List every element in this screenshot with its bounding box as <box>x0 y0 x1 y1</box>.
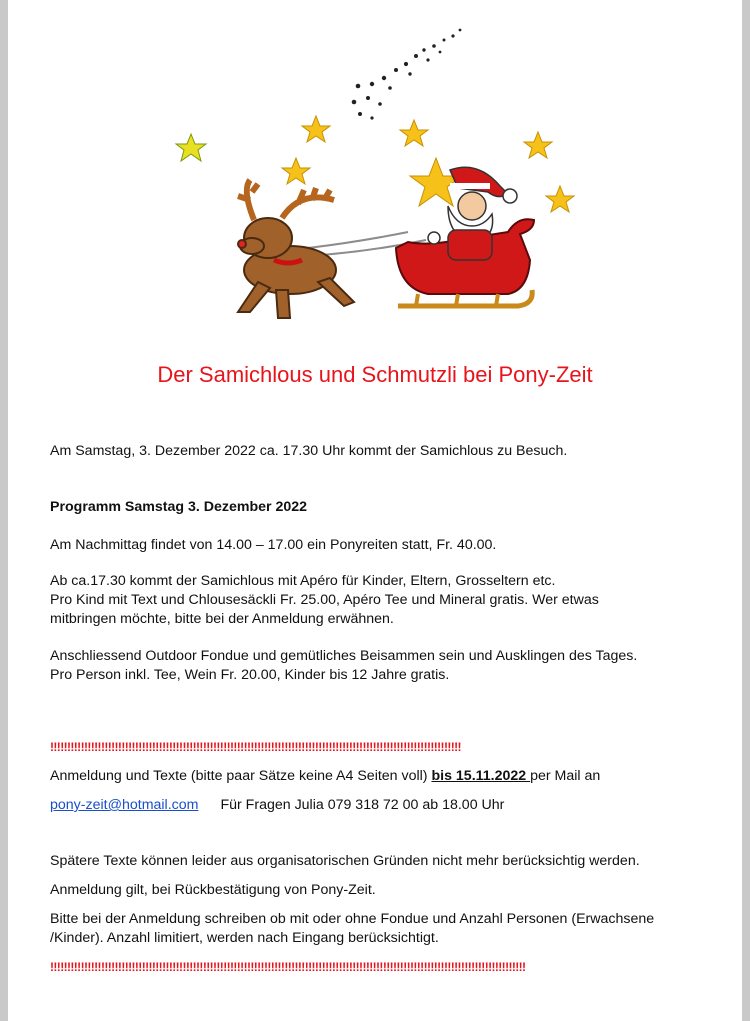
questions-text: Für Fragen Julia 079 318 72 00 ab 18.00 Uhr <box>220 797 505 813</box>
registration-text <box>50 767 700 786</box>
program-heading: Programm Samstag 3. Dezember 2022 <box>50 499 308 515</box>
late-texts-notice: Spätere Texte können leider aus organisatorischen Gründen nicht mehr berücksichtig werden. <box>50 853 640 869</box>
afternoon-text: Am Nachmittag findet von 14.00 – 17.00 ein Ponyreiten statt, Fr. 40.00. <box>50 537 497 553</box>
intro-text: Am Samstag, 3. Dezember 2022 ca. 17.30 Uhr kommt der Samichlous zu Besuch. <box>50 443 568 459</box>
registration-after: per Mail an <box>530 768 601 784</box>
evening-line-3: mitbringen möchte, bitte bei der Anmeldung erwähnen. <box>50 611 394 627</box>
email-link[interactable]: pony-zeit@hotmail.com <box>50 797 199 813</box>
registration-deadline: bis 15.11.2022 <box>431 768 531 784</box>
evening-line-2: Pro Kind mit Text und Chlousesäckli Fr. 25.00, Apéro Tee und Mineral gratis. Wer etwas <box>50 592 599 608</box>
fondue-line-1: Anschliessend Outdoor Fondue und gemütliches Beisammen sein und Ausklingen des Tages. <box>50 648 638 664</box>
exclamation-divider-1: !!!!!!!!!!!!!!!!!!!!!!!!!!!!!!!!!!!!!!!!!!!!!!!!!!!!!!!!!!!!!!!!!!!!!!!!!!!!!!!!!!!!!!!!!!!!!!!!!!!!!!!!!!!!!!!!!!!!!!!!! <box>50 740 461 754</box>
instructions-line-2: /Kinder). Anzahl limitiert, werden nach Eingang berücksichtigt. <box>50 930 439 946</box>
confirmation-text: Anmeldung gilt, bei Rückbestätigung von Pony-Zeit. <box>50 882 376 898</box>
registration-before: Anmeldung und Texte (bitte paar Sätze keine A4 Seiten voll) <box>50 768 432 784</box>
instructions-line-1: Bitte bei der Anmeldung schreiben ob mit oder ohne Fondue und Anzahl Personen (Erwachsene <box>50 911 655 927</box>
fondue-line-2: Pro Person inkl. Tee, Wein Fr. 20.00, Kinder bis 12 Jahre gratis. <box>50 667 450 683</box>
exclamation-divider-2: !!!!!!!!!!!!!!!!!!!!!!!!!!!!!!!!!!!!!!!!!!!!!!!!!!!!!!!!!!!!!!!!!!!!!!!!!!!!!!!!!!!!!!!!!!!!!!!!!!!!!!!!!!!!!!!!!!!!!!!!!!!!!!!!!!!!!!!!!!!! <box>50 960 526 974</box>
contact-line <box>50 796 700 815</box>
document-page <box>8 0 742 1021</box>
santa-sleigh-illustration <box>158 20 588 330</box>
evening-line-1: Ab ca.17.30 kommt der Samichlous mit Apéro für Kinder, Eltern, Grosseltern etc. <box>50 573 556 589</box>
document-title: Der Samichlous und Schmutzli bei Pony-Zeit <box>157 362 593 387</box>
